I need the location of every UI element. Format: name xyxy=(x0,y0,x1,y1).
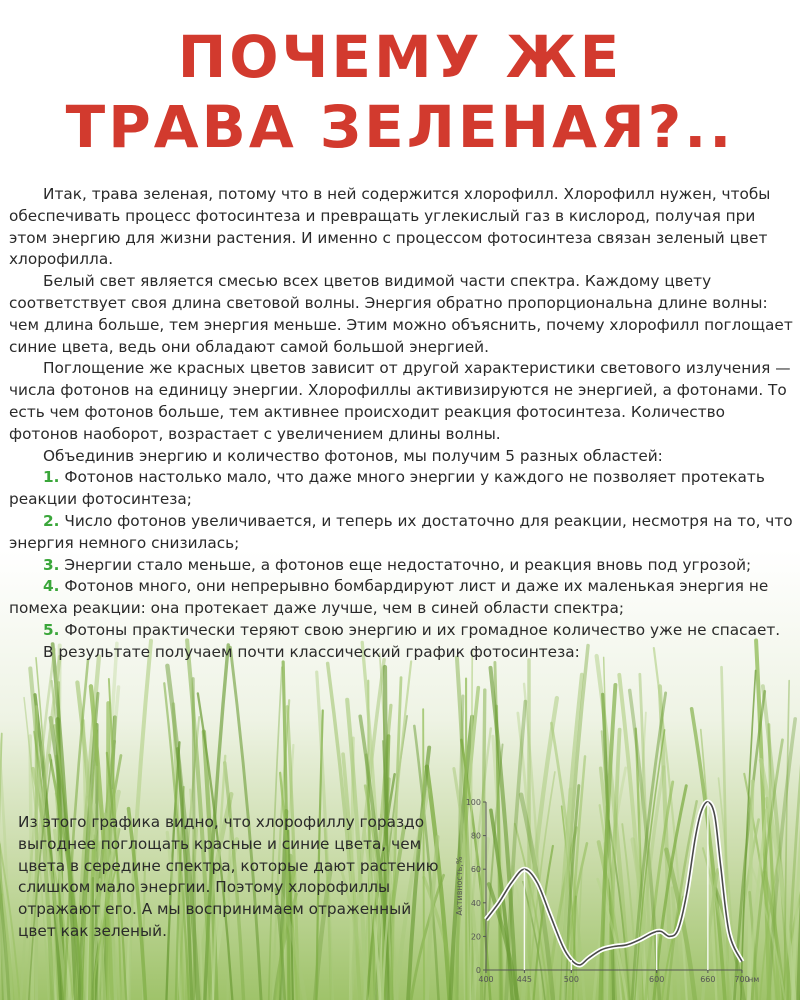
list-item xyxy=(9,620,794,642)
list-number: 2. xyxy=(43,511,60,530)
x-tick-label: 445 xyxy=(516,975,533,984)
list-text: Фотонов настолько мало, что даже много энергии у каждого не позволяет протекать реакции фотосинтеза; xyxy=(9,468,765,509)
x-tick-label: 600 xyxy=(649,975,665,984)
list-text: Фотонов много, они непрерывно бомбардируют лист и даже их маленькая энергия не помеха реакции: она протекает даже лучше, чем в синей области спектра; xyxy=(9,577,769,618)
y-tick-label: 60 xyxy=(470,865,481,875)
title-line-1: ПОЧЕМУ ЖЕ xyxy=(177,23,623,91)
list-text: Энергии стало меньше, а фотонов еще недостаточно, и реакция вновь под угрозой; xyxy=(64,555,752,574)
list-text: Число фотонов увеличивается, и теперь их достаточно для реакции, несмотря на то, что энергия немного снизилась; xyxy=(9,511,793,552)
title-line-2: ТРАВА ЗЕЛЕНАЯ?.. xyxy=(65,93,735,161)
y-axis-label: Активность,% xyxy=(455,856,464,916)
list-item xyxy=(9,511,794,555)
y-tick-label: 100 xyxy=(465,798,481,807)
list-item xyxy=(9,555,794,577)
list-number: 1. xyxy=(43,468,60,487)
y-tick-label: 20 xyxy=(470,932,481,942)
photosynthesis-chart xyxy=(452,788,792,988)
y-tick-label: 40 xyxy=(470,898,481,908)
list-item xyxy=(9,576,794,620)
y-tick-label: 0 xyxy=(475,966,481,975)
list-number: 3. xyxy=(43,555,60,574)
list-item xyxy=(9,467,794,511)
x-tick-label: 500 xyxy=(563,975,579,984)
paragraph-2: Белый свет является смесью всех цветов видимой части спектра. Каждому цвету соответствует своя длина световой волны. Энергия обратно пропорциональна длине волны: чем длина больше, тем энергия меньше. Этим можно объяснить, почему хлорофилл поглощает синие цвета, ведь они обладают самой большой энергией. xyxy=(9,272,793,356)
y-tick-label: 80 xyxy=(470,831,481,841)
paragraph-1: Итак, трава зеленая, потому что в ней содержится хлорофилл. Хлорофилл нужен, чтобы обеспечивать процесс фотосинтеза и превращать углекислый газ в кислород, получая при этом энергию для жизни растения. И именно с процессом фотосинтеза связан зеленый цвет хлорофилла. xyxy=(9,185,771,269)
conclusion: В результате получаем почти классический график фотосинтеза: xyxy=(43,642,580,661)
chart-explanation: Из этого графика видно, что хлорофиллу гораздо выгоднее поглощать красные и синие цвета, чем цвета в середине спектра, которые дают растению слишком мало энергии. Поэтому хлорофиллы отражают его. А мы воспринимаем отраженный цвет как зеленый. xyxy=(18,813,439,940)
page-title xyxy=(0,22,800,162)
paragraph-4: Объединив энергию и количество фотонов, мы получим 5 разных областей: xyxy=(43,446,663,465)
x-tick-label: 700 xyxy=(734,975,750,984)
list-number: 4. xyxy=(43,577,60,596)
list-number: 5. xyxy=(43,620,60,639)
x-unit-label: нм xyxy=(748,975,760,984)
article-body xyxy=(9,184,794,664)
paragraph-3: Поглощение же красных цветов зависит от другой характеристики светового излучения — числа фотонов на единицу энергии. Хлорофиллы активизируются не энергией, а фотонами. То есть чем фотонов больше, тем активнее происходит реакция фотосинтеза. Количество фотонов наоборот, возрастает с увеличением длины волны. xyxy=(9,359,791,443)
x-tick-label: 400 xyxy=(478,975,494,984)
list-text: Фотоны практически теряют свою энергию и их громадное количество уже не спасает. xyxy=(64,620,781,639)
x-tick-label: 660 xyxy=(700,975,716,984)
